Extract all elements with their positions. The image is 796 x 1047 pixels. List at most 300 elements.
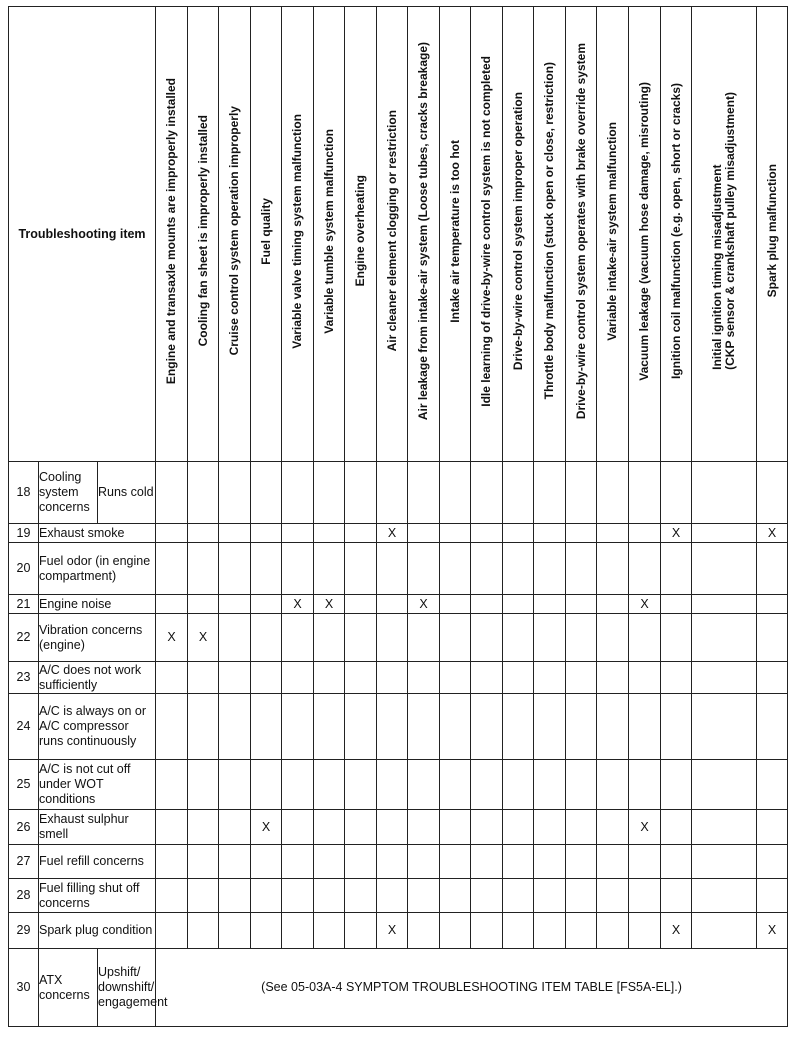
mark-cell — [377, 810, 408, 845]
mark-cell — [282, 913, 314, 949]
mark-cell — [377, 845, 408, 879]
mark-cell — [471, 462, 503, 524]
mark-cell — [503, 595, 534, 614]
mark-cell — [314, 614, 345, 662]
mark-cell — [534, 760, 566, 810]
mark-cell — [440, 694, 471, 760]
mark-cell — [629, 614, 661, 662]
mark-cell — [156, 810, 188, 845]
mark-cell — [251, 694, 282, 760]
mark-cell — [757, 543, 788, 595]
mark-cell — [219, 543, 251, 595]
column-header — [692, 7, 757, 462]
row-label: Engine noise — [39, 595, 156, 614]
mark-cell — [503, 845, 534, 879]
column-header-label: Engine overheating — [353, 175, 368, 287]
mark-cell — [282, 810, 314, 845]
table-row — [9, 845, 788, 879]
mark-cell — [345, 662, 377, 694]
mark-cell — [471, 845, 503, 879]
table-row — [9, 913, 788, 949]
mark-cell — [156, 694, 188, 760]
column-header — [219, 7, 251, 462]
mark-cell — [282, 524, 314, 543]
mark-cell — [757, 845, 788, 879]
mark-cell — [440, 810, 471, 845]
column-header — [471, 7, 503, 462]
mark-cell — [282, 543, 314, 595]
column-header-label: Engine and transaxle mounts are improperly installed — [164, 77, 179, 385]
mark-cell — [757, 662, 788, 694]
mark-cell — [282, 845, 314, 879]
mark-cell — [282, 879, 314, 913]
mark-cell — [471, 879, 503, 913]
mark-cell — [282, 760, 314, 810]
mark-cell — [534, 662, 566, 694]
mark-cell — [345, 879, 377, 913]
mark-cell — [219, 595, 251, 614]
row-note: (See 05-03A-4 SYMPTOM TROUBLESHOOTING ITEM TABLE [FS5A-EL].) — [156, 949, 788, 1027]
mark-cell — [188, 662, 219, 694]
table-row — [9, 694, 788, 760]
mark-cell — [219, 524, 251, 543]
mark-cell — [345, 462, 377, 524]
column-header-label: Variable intake-air system malfunction — [605, 121, 620, 341]
mark-cell — [188, 810, 219, 845]
mark-cell — [377, 694, 408, 760]
troubleshooting-item-header: Troubleshooting item — [9, 7, 156, 462]
mark-cell — [156, 595, 188, 614]
mark-cell — [408, 760, 440, 810]
mark-cell — [534, 462, 566, 524]
mark-cell — [503, 913, 534, 949]
table-row — [9, 543, 788, 595]
mark-cell — [629, 524, 661, 543]
mark-cell — [440, 595, 471, 614]
mark-cell — [251, 595, 282, 614]
mark-cell — [251, 543, 282, 595]
table-row — [9, 595, 788, 614]
mark-cell — [377, 543, 408, 595]
column-header-label: Air cleaner element clogging or restriction — [384, 110, 399, 352]
mark-cell — [408, 662, 440, 694]
mark-cell — [566, 879, 597, 913]
mark-cell — [251, 879, 282, 913]
mark-cell — [692, 462, 757, 524]
mark-cell — [629, 694, 661, 760]
mark-cell — [503, 462, 534, 524]
row-label: A/C does not work sufficiently — [39, 662, 156, 694]
row-label: Fuel odor (in engine compartment) — [39, 543, 156, 595]
mark-cell — [219, 879, 251, 913]
mark-cell — [188, 462, 219, 524]
mark-cell — [597, 879, 629, 913]
table-row — [9, 760, 788, 810]
column-header — [282, 7, 314, 462]
mark-x: X — [282, 595, 314, 614]
mark-x: X — [314, 595, 345, 614]
column-header-label: Initial ignition timing misadjustment (CKP sensor & crankshaft pulley misadjustment) — [710, 92, 738, 370]
row-number: 29 — [9, 913, 39, 949]
column-header-label: Drive-by-wire control system operates with brake override system — [573, 42, 588, 420]
row-label: Fuel filling shut off concerns — [39, 879, 156, 913]
row-number: 18 — [9, 462, 39, 524]
mark-cell — [408, 845, 440, 879]
mark-cell — [629, 543, 661, 595]
row-number: 26 — [9, 810, 39, 845]
column-header — [156, 7, 188, 462]
row-label: Cooling system concerns — [39, 462, 98, 524]
mark-cell — [471, 614, 503, 662]
row-sublabel: Runs cold — [98, 462, 156, 524]
mark-cell — [757, 810, 788, 845]
mark-cell — [314, 760, 345, 810]
table-row — [9, 462, 788, 524]
column-header — [534, 7, 566, 462]
row-label: Exhaust sulphur smell — [39, 810, 156, 845]
mark-cell — [566, 462, 597, 524]
column-header-label: Fuel quality — [258, 197, 273, 265]
mark-cell — [471, 810, 503, 845]
mark-cell — [219, 614, 251, 662]
mark-cell — [440, 845, 471, 879]
mark-cell — [534, 524, 566, 543]
mark-cell — [314, 462, 345, 524]
row-label: ATX concerns — [39, 949, 98, 1027]
column-header-label: Intake air temperature is too hot — [447, 139, 462, 323]
mark-x: X — [156, 614, 188, 662]
mark-cell — [566, 595, 597, 614]
column-header-label: Spark plug malfunction — [764, 164, 779, 298]
mark-cell — [188, 694, 219, 760]
mark-cell — [471, 694, 503, 760]
mark-cell — [219, 694, 251, 760]
mark-cell — [377, 614, 408, 662]
mark-cell — [629, 662, 661, 694]
mark-cell — [692, 913, 757, 949]
mark-cell — [503, 810, 534, 845]
mark-cell — [661, 595, 692, 614]
mark-cell — [471, 760, 503, 810]
mark-cell — [156, 662, 188, 694]
row-number: 22 — [9, 614, 39, 662]
mark-cell — [692, 694, 757, 760]
row-label: Exhaust smoke — [39, 524, 156, 543]
mark-cell — [503, 694, 534, 760]
mark-cell — [534, 543, 566, 595]
row-label: A/C is not cut off under WOT conditions — [39, 760, 156, 810]
mark-x: X — [629, 810, 661, 845]
mark-cell — [251, 462, 282, 524]
column-header-label: Variable tumble system malfunction — [321, 128, 336, 334]
mark-cell — [534, 595, 566, 614]
mark-cell — [408, 913, 440, 949]
mark-cell — [345, 543, 377, 595]
table-row — [9, 879, 788, 913]
mark-cell — [188, 543, 219, 595]
column-header-label: Air leakage from intake-air system (Loose tubes, cracks breakage) — [416, 41, 431, 421]
mark-x: X — [661, 913, 692, 949]
mark-cell — [503, 662, 534, 694]
column-header-label: Vacuum leakage (vacuum hose damage, misrouting) — [637, 81, 652, 381]
mark-cell — [345, 810, 377, 845]
row-sublabel: Upshift/ downshift/ engagement — [98, 949, 156, 1027]
mark-cell — [471, 913, 503, 949]
mark-cell — [692, 595, 757, 614]
column-header — [345, 7, 377, 462]
mark-cell — [440, 913, 471, 949]
header-row — [9, 7, 788, 462]
column-header — [314, 7, 345, 462]
mark-cell — [282, 462, 314, 524]
mark-cell — [661, 879, 692, 913]
mark-cell — [188, 879, 219, 913]
column-header-label: Cruise control system operation improperly — [227, 106, 242, 356]
mark-cell — [219, 662, 251, 694]
mark-cell — [661, 462, 692, 524]
mark-cell — [534, 614, 566, 662]
mark-cell — [597, 543, 629, 595]
mark-cell — [534, 694, 566, 760]
mark-cell — [629, 760, 661, 810]
mark-cell — [377, 462, 408, 524]
mark-cell — [440, 462, 471, 524]
mark-cell — [597, 845, 629, 879]
table-row — [9, 614, 788, 662]
mark-cell — [408, 524, 440, 543]
mark-cell — [282, 662, 314, 694]
table-row — [9, 949, 788, 1027]
mark-cell — [661, 614, 692, 662]
mark-cell — [156, 462, 188, 524]
mark-cell — [566, 543, 597, 595]
table-row — [9, 810, 788, 845]
mark-cell — [503, 524, 534, 543]
mark-cell — [188, 595, 219, 614]
mark-x: X — [757, 524, 788, 543]
mark-cell — [692, 524, 757, 543]
mark-cell — [597, 524, 629, 543]
row-number: 30 — [9, 949, 39, 1027]
troubleshooting-table — [8, 6, 788, 1027]
mark-cell — [156, 845, 188, 879]
mark-cell — [566, 694, 597, 760]
mark-cell — [188, 524, 219, 543]
mark-cell — [440, 614, 471, 662]
mark-cell — [156, 543, 188, 595]
mark-cell — [566, 524, 597, 543]
column-header — [597, 7, 629, 462]
mark-cell — [282, 614, 314, 662]
column-header-label: Idle learning of drive-by-wire control system is not completed — [479, 55, 494, 407]
mark-cell — [534, 845, 566, 879]
column-header — [661, 7, 692, 462]
mark-cell — [692, 614, 757, 662]
mark-cell — [471, 543, 503, 595]
mark-cell — [251, 614, 282, 662]
mark-cell — [314, 845, 345, 879]
column-header-label: Ignition coil malfunction (e.g. open, short or cracks) — [668, 82, 683, 380]
row-number: 28 — [9, 879, 39, 913]
row-number: 20 — [9, 543, 39, 595]
mark-cell — [345, 524, 377, 543]
mark-cell — [503, 760, 534, 810]
mark-cell — [471, 595, 503, 614]
mark-cell — [566, 845, 597, 879]
mark-cell — [188, 845, 219, 879]
mark-cell — [597, 595, 629, 614]
mark-cell — [566, 810, 597, 845]
mark-cell — [440, 662, 471, 694]
mark-cell — [219, 845, 251, 879]
mark-x: X — [377, 524, 408, 543]
mark-cell — [408, 810, 440, 845]
mark-cell — [661, 543, 692, 595]
mark-cell — [314, 694, 345, 760]
mark-cell — [597, 810, 629, 845]
column-header — [440, 7, 471, 462]
mark-cell — [503, 614, 534, 662]
mark-cell — [156, 879, 188, 913]
mark-cell — [219, 810, 251, 845]
mark-cell — [597, 614, 629, 662]
mark-cell — [757, 614, 788, 662]
mark-x: X — [377, 913, 408, 949]
table-row — [9, 524, 788, 543]
mark-cell — [629, 879, 661, 913]
mark-x: X — [757, 913, 788, 949]
mark-cell — [597, 913, 629, 949]
mark-cell — [314, 524, 345, 543]
mark-cell — [629, 845, 661, 879]
mark-cell — [597, 462, 629, 524]
mark-cell — [408, 462, 440, 524]
mark-cell — [345, 913, 377, 949]
mark-cell — [566, 913, 597, 949]
mark-cell — [757, 760, 788, 810]
mark-cell — [188, 760, 219, 810]
mark-cell — [661, 810, 692, 845]
mark-x: X — [188, 614, 219, 662]
row-label: A/C is always on or A/C compressor runs continuously — [39, 694, 156, 760]
mark-cell — [503, 543, 534, 595]
mark-cell — [597, 662, 629, 694]
mark-cell — [629, 913, 661, 949]
mark-cell — [692, 810, 757, 845]
row-number: 24 — [9, 694, 39, 760]
mark-x: X — [408, 595, 440, 614]
mark-cell — [251, 524, 282, 543]
row-number: 27 — [9, 845, 39, 879]
mark-x: X — [629, 595, 661, 614]
column-header — [503, 7, 534, 462]
table-row — [9, 662, 788, 694]
column-header-label: Variable valve timing system malfunction — [290, 113, 305, 349]
column-header — [629, 7, 661, 462]
column-header-label: Throttle body malfunction (stuck open or close, restriction) — [542, 62, 557, 400]
mark-cell — [251, 845, 282, 879]
mark-cell — [440, 760, 471, 810]
mark-cell — [757, 462, 788, 524]
mark-cell — [757, 595, 788, 614]
mark-cell — [566, 662, 597, 694]
mark-cell — [188, 913, 219, 949]
mark-cell — [534, 810, 566, 845]
mark-cell — [345, 760, 377, 810]
mark-cell — [345, 845, 377, 879]
mark-cell — [503, 879, 534, 913]
mark-cell — [566, 760, 597, 810]
mark-cell — [757, 879, 788, 913]
mark-cell — [314, 662, 345, 694]
column-header — [408, 7, 440, 462]
mark-cell — [251, 760, 282, 810]
mark-cell — [692, 543, 757, 595]
mark-cell — [219, 760, 251, 810]
mark-cell — [377, 662, 408, 694]
mark-cell — [156, 913, 188, 949]
mark-x: X — [661, 524, 692, 543]
mark-cell — [534, 879, 566, 913]
column-header-label: Drive-by-wire control system improper operation — [510, 91, 525, 371]
mark-cell — [661, 694, 692, 760]
column-header-label: Cooling fan sheet is improperly installed — [195, 115, 210, 347]
mark-cell — [566, 614, 597, 662]
mark-cell — [314, 543, 345, 595]
mark-cell — [440, 543, 471, 595]
mark-cell — [629, 462, 661, 524]
mark-cell — [345, 614, 377, 662]
mark-cell — [757, 694, 788, 760]
column-header — [566, 7, 597, 462]
mark-x: X — [251, 810, 282, 845]
mark-cell — [661, 760, 692, 810]
mark-cell — [692, 845, 757, 879]
mark-cell — [219, 913, 251, 949]
mark-cell — [692, 662, 757, 694]
mark-cell — [156, 524, 188, 543]
row-number: 19 — [9, 524, 39, 543]
mark-cell — [471, 662, 503, 694]
mark-cell — [692, 760, 757, 810]
mark-cell — [282, 694, 314, 760]
mark-cell — [408, 543, 440, 595]
row-label: Vibration concerns (engine) — [39, 614, 156, 662]
mark-cell — [219, 462, 251, 524]
column-header — [757, 7, 788, 462]
mark-cell — [408, 614, 440, 662]
row-number: 23 — [9, 662, 39, 694]
mark-cell — [408, 879, 440, 913]
row-number: 25 — [9, 760, 39, 810]
mark-cell — [597, 694, 629, 760]
mark-cell — [251, 913, 282, 949]
column-header — [251, 7, 282, 462]
mark-cell — [377, 879, 408, 913]
row-label: Fuel refill concerns — [39, 845, 156, 879]
mark-cell — [314, 879, 345, 913]
mark-cell — [377, 595, 408, 614]
mark-cell — [345, 694, 377, 760]
mark-cell — [471, 524, 503, 543]
mark-cell — [692, 879, 757, 913]
mark-cell — [251, 662, 282, 694]
mark-cell — [440, 524, 471, 543]
mark-cell — [661, 662, 692, 694]
mark-cell — [661, 845, 692, 879]
mark-cell — [314, 810, 345, 845]
mark-cell — [440, 879, 471, 913]
